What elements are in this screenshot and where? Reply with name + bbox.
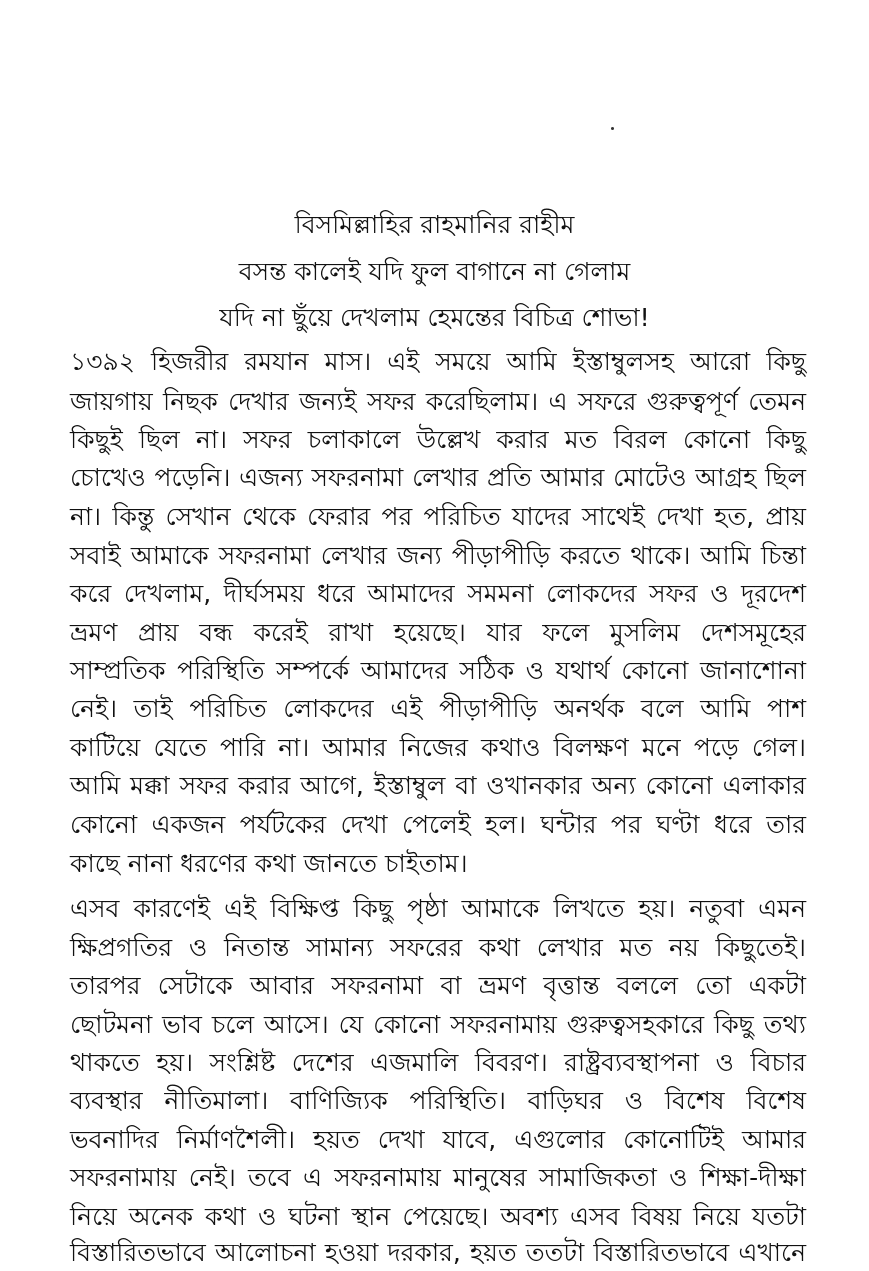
text-line: কোনো একজন পর্যটকের দেখা পেলেই হল। ঘন্টার পর ঘণ্টা ধরে তার [70, 810, 806, 839]
text-line: থাকতে হয়। সংশ্লিষ্ট দেশের এজমালি বিবরণ। রাষ্ট্রব্যবস্থাপনা ও বিচার [70, 1048, 806, 1077]
text-line: ১৩৯২ হিজরীর রমযান মাস। এই সময়ে আমি ইস্তাম্বুলসহ আরো কিছু [70, 347, 806, 376]
text-line: ভ্রমণ প্রায় বন্ধ করেই রাখা হয়েছে। যার ফলে মুসলিম দেশসমূহের [70, 618, 806, 647]
text-line: ভবনাদির নির্মাণশৈলী। হয়ত দেখা যাবে, এগুলোর কোনোটিই আমার [70, 1125, 806, 1154]
text-line: নেই। তাই পরিচিত লোকদের এই পীড়াপীড়ি অনর্থক বলে আমি পাশ [70, 694, 806, 723]
text-line: চোখেও পড়েনি। এজন্য সফরনামা লেখার প্রতি আমার মোটেও আগ্রহ ছিল [70, 463, 806, 492]
bismillah-heading: বিসমিল্লাহির রাহমানির রাহীম [294, 210, 575, 239]
text-line: কাছে নানা ধরণের কথা জানতে চাইতাম। [70, 849, 468, 878]
text-line: ছোটমনা ভাব চলে আসে। যে কোনো সফরনামায় গুরুত্বসহকারে কিছু তথ্য [70, 1010, 806, 1039]
text-line: কিছুই ছিল না। সফর চলাকালে উল্লেখ করার মত বিরল কোনো কিছু [70, 425, 806, 454]
verse-line-1: বসন্ত কালেই যদি ফুল বাগানে না গেলাম [238, 257, 631, 286]
text-line: ক্ষিপ্রগতির ও নিতান্ত সামান্য সফরের কথা লেখার মত নয় কিছুতেই। [70, 933, 806, 962]
text-line: করে দেখলাম, দীর্ঘসময় ধরে আমাদের সমমনা লোকদের সফর ও দূরদেশ [70, 579, 806, 608]
verse-line-2: যদি না ছুঁয়ে দেখলাম হেমন্তের বিচিত্র শোভা! [219, 303, 650, 332]
text-line: ব্যবস্থার নীতিমালা। বাণিজ্যিক পরিস্থিতি। বাড়িঘর ও বিশেষ বিশেষ [70, 1086, 806, 1115]
text-line: না। কিন্তু সেখান থেকে ফেরার পর পরিচিত যাদের সাথেই দেখা হত, প্রায় [70, 502, 806, 531]
text-line: জায়গায় নিছক দেখার জন্যই সফর করেছিলাম। এ সফরে গুরুত্বপূর্ণ তেমন [70, 387, 806, 416]
text-line: সফরনামায় নেই। তবে এ সফরনামায় মানুষের সামাজিকতা ও শিক্ষা-দীক্ষা [70, 1163, 806, 1192]
print-speck [611, 127, 614, 130]
text-line: তারপর সেটাকে আবার সফরনামা বা ভ্রমণ বৃত্তান্ত বললে তো একটা [70, 971, 806, 1000]
text-line: এসব কারণেই এই বিক্ষিপ্ত কিছু পৃষ্ঠা আমাকে লিখতে হয়। নতুবা এমন [70, 894, 806, 923]
text-line: নিয়ে অনেক কথা ও ঘটনা স্থান পেয়েছে। অবশ্য এসব বিষয় নিয়ে যতটা [70, 1202, 806, 1231]
text-line: আমি মক্কা সফর করার আগে, ইস্তাম্বুল বা ওখানকার অন্য কোনো এলাকার [70, 771, 806, 800]
text-line: সবাই আমাকে সফরনামা লেখার জন্য পীড়াপীড়ি করতে থাকে। আমি চিন্তা [70, 541, 806, 570]
text-line: সাম্প্রতিক পরিস্থিতি সম্পর্কে আমাদের সঠিক ও যথার্থ কোনো জানাশোনা [70, 656, 806, 685]
text-line: কাটিয়ে যেতে পারি না। আমার নিজের কথাও বিলক্ষণ মনে পড়ে গেল। [70, 733, 806, 762]
text-line: বিস্তারিতভাবে আলোচনা হওয়া দরকার, হয়ত ততটা বিস্তারিতভাবে এখানে [70, 1238, 806, 1267]
